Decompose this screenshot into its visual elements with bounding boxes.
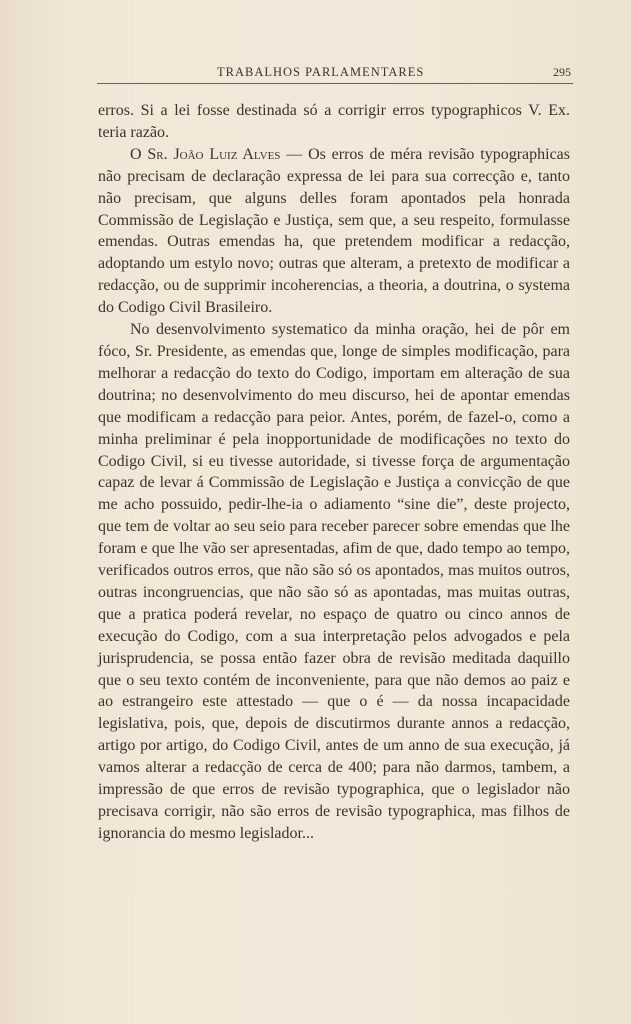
running-header [97,64,573,82]
paragraph-1: erros. Si a lei fosse destinada só a corrigir erros typographicos V. Ex. teria razão. [98,102,570,141]
header-rule [97,83,573,84]
running-title: TRABALHOS PARLAMENTARES [217,65,425,79]
paragraph-3: No desenvolvimento systematico da minha oração, hei de pôr em fóco, Sr. Presidente, as emendas que, longe de simples modificação, para melhorar a redacção do texto do Codigo, importam em alteração de sua doutrina; no desenvolvimento do meu discurso, hei de apontar emendas que modificam a redacção para peior. Antes, porém, de fazel-o, como a minha preliminar é pela inopportunidade de modificações no texto do Codigo Civil, si eu tivesse autoridade, si tivesse força de argumentação capaz de levar á Commissão de Legislação e Justiça a convicção de que me acho possuido, pedir-lhe-ia o adiamento “sine die”, deste projecto, que tem de voltar ao seu seio para receber parecer sobre emendas que lhe foram e que lhe vão ser apresentadas, afim de que, dado tempo ao tempo, verificados outros erros, que não são só os apontados, mas muitos outros, outras incongruencias, que não são só as apontadas, mas muitas outras, que a pratica poderá revelar, no espaço de quatro ou cinco annos de execução do Codigo, com a sua interpretação pelos advogados e pela jurisprudencia, se possa então fazer obra de revisão meditada daquillo que o seu texto contém de inconveniente, para que não demos ao paiz e ao estrangeiro este attestado — que o é — da nossa incapacidade legislativa, pois, que, depois de discutirmos durante annos a redacção, artigo por artigo, do Codigo Civil, antes de um anno de sua execução, já vamos alterar a redacção de cerca de 400; para não darmos, tambem, a impressão de que erros de revisão typographica, que o legislador não precisava corrigir, não são erros de revisão typographica, mas filhos de ignorancia do mesmo legislador... [98,321,570,842]
page-body [98,100,570,845]
page-number: 295 [553,65,571,79]
speaker-name: O Sr. João Luiz Alves [130,145,281,163]
paragraph-2 [98,144,570,319]
paragraph-2-text: — Os erros de méra revisão typographicas não precisam de declaração expressa de lei para sua correcção e, tanto não precisam, que alguns delles foram apontados pela honrada Commissão de Legislação e Justiça, sem que, a seu respeito, formulasse emendas. Outras emendas ha, que pretendem modificar a redacção, adoptando um estylo novo; outras que alteram, a pretexto de modificar a redacção, ou de supprimir incoherencias, a theoria, a doutrina, o systema do Codigo Civil Brasileiro. [98,145,570,317]
